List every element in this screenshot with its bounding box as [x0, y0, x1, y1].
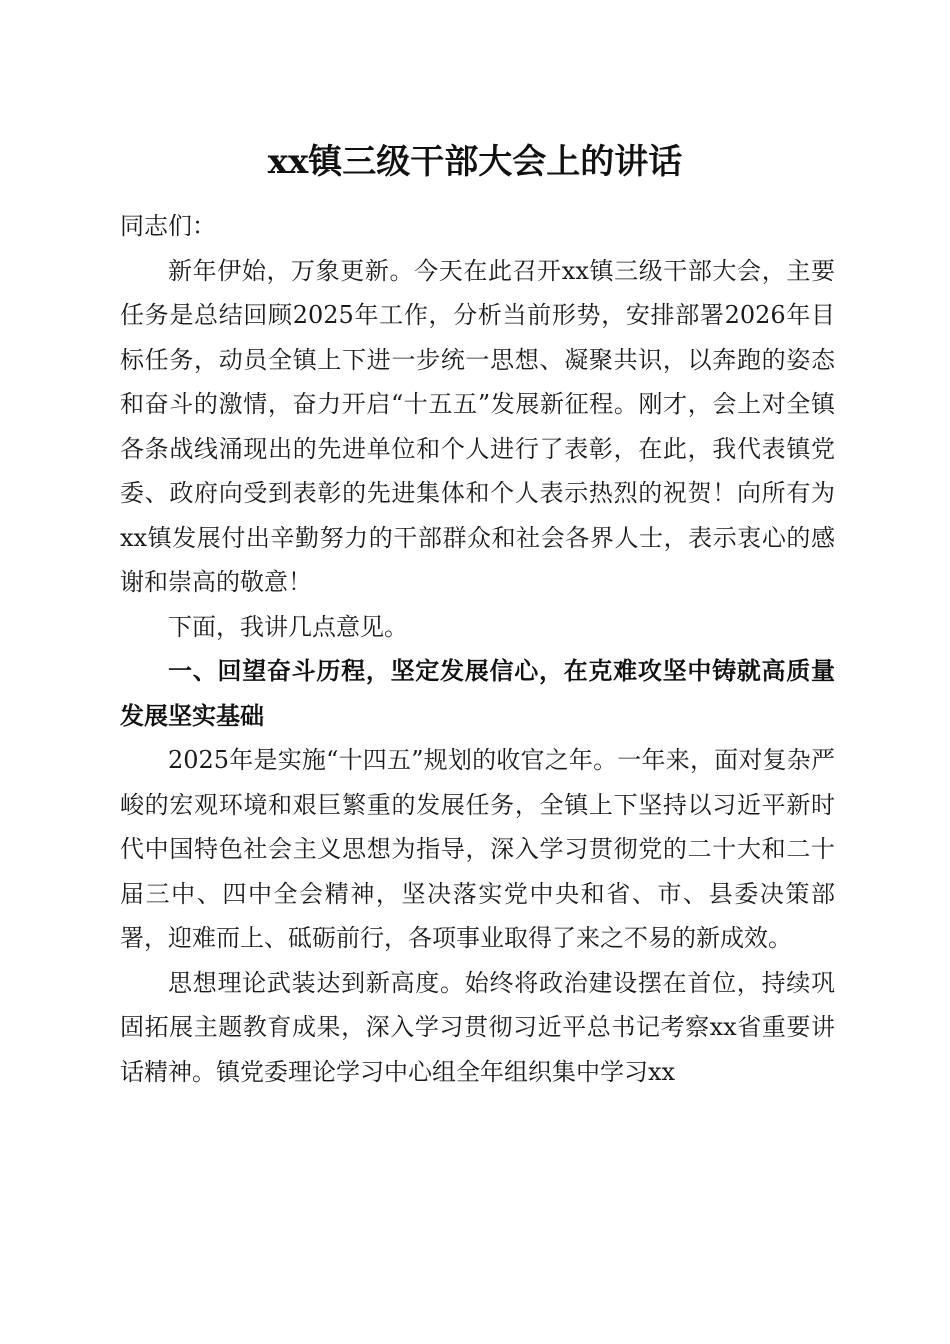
document-body [120, 204, 835, 1094]
salutation: 同志们： [120, 212, 216, 240]
section-paragraph: 思想理论武装达到新高度。始终将政治建设摆在首位，持续巩固拓展主题教育成果，深入学习贯彻习近平总书记考察xx省重要讲话精神。镇党委理论学习中心组全年组织集中学习xx [120, 968, 835, 1086]
section-paragraph: 2025年是实施“十四五”规划的收官之年。一年来，面对复杂严峻的宏观环境和艰巨繁重的发展任务，全镇上下坚持以习近平新时代中国特色社会主义思想为指导，深入学习贯彻党的二十大和二十届三中、四中全会精神，坚决落实党中央和省、市、县委决策部署，迎难而上、砥砺前行，各项事业取得了来之不易的新成效。 [120, 746, 835, 952]
section-heading: 一、回望奋斗历程，坚定发展信心，在克难攻坚中铸就高质量发展坚实基础 [120, 657, 835, 730]
document-title: xx镇三级干部大会上的讲话 [267, 142, 683, 182]
intro-paragraph: 新年伊始，万象更新。今天在此召开xx镇三级干部大会，主要任务是总结回顾2025年工作，分析当前形势，安排部署2026年目标任务，动员全镇上下进一步统一思想、凝聚共识，以奔跑的姿态和奋斗的激情，奋力开启“十五五”发展新征程。刚才，会上对全镇各条战线涌现出的先进单位和个人进行了表彰，在此，我代表镇党委、政府向受到表彰的先进集体和个人表示热烈的祝贺！向所有为xx镇发展付出辛勤努力的干部群众和社会各界人士，表示衷心的感谢和崇高的敬意！ [120, 256, 835, 596]
transition-paragraph: 下面，我讲几点意见。 [168, 612, 408, 641]
